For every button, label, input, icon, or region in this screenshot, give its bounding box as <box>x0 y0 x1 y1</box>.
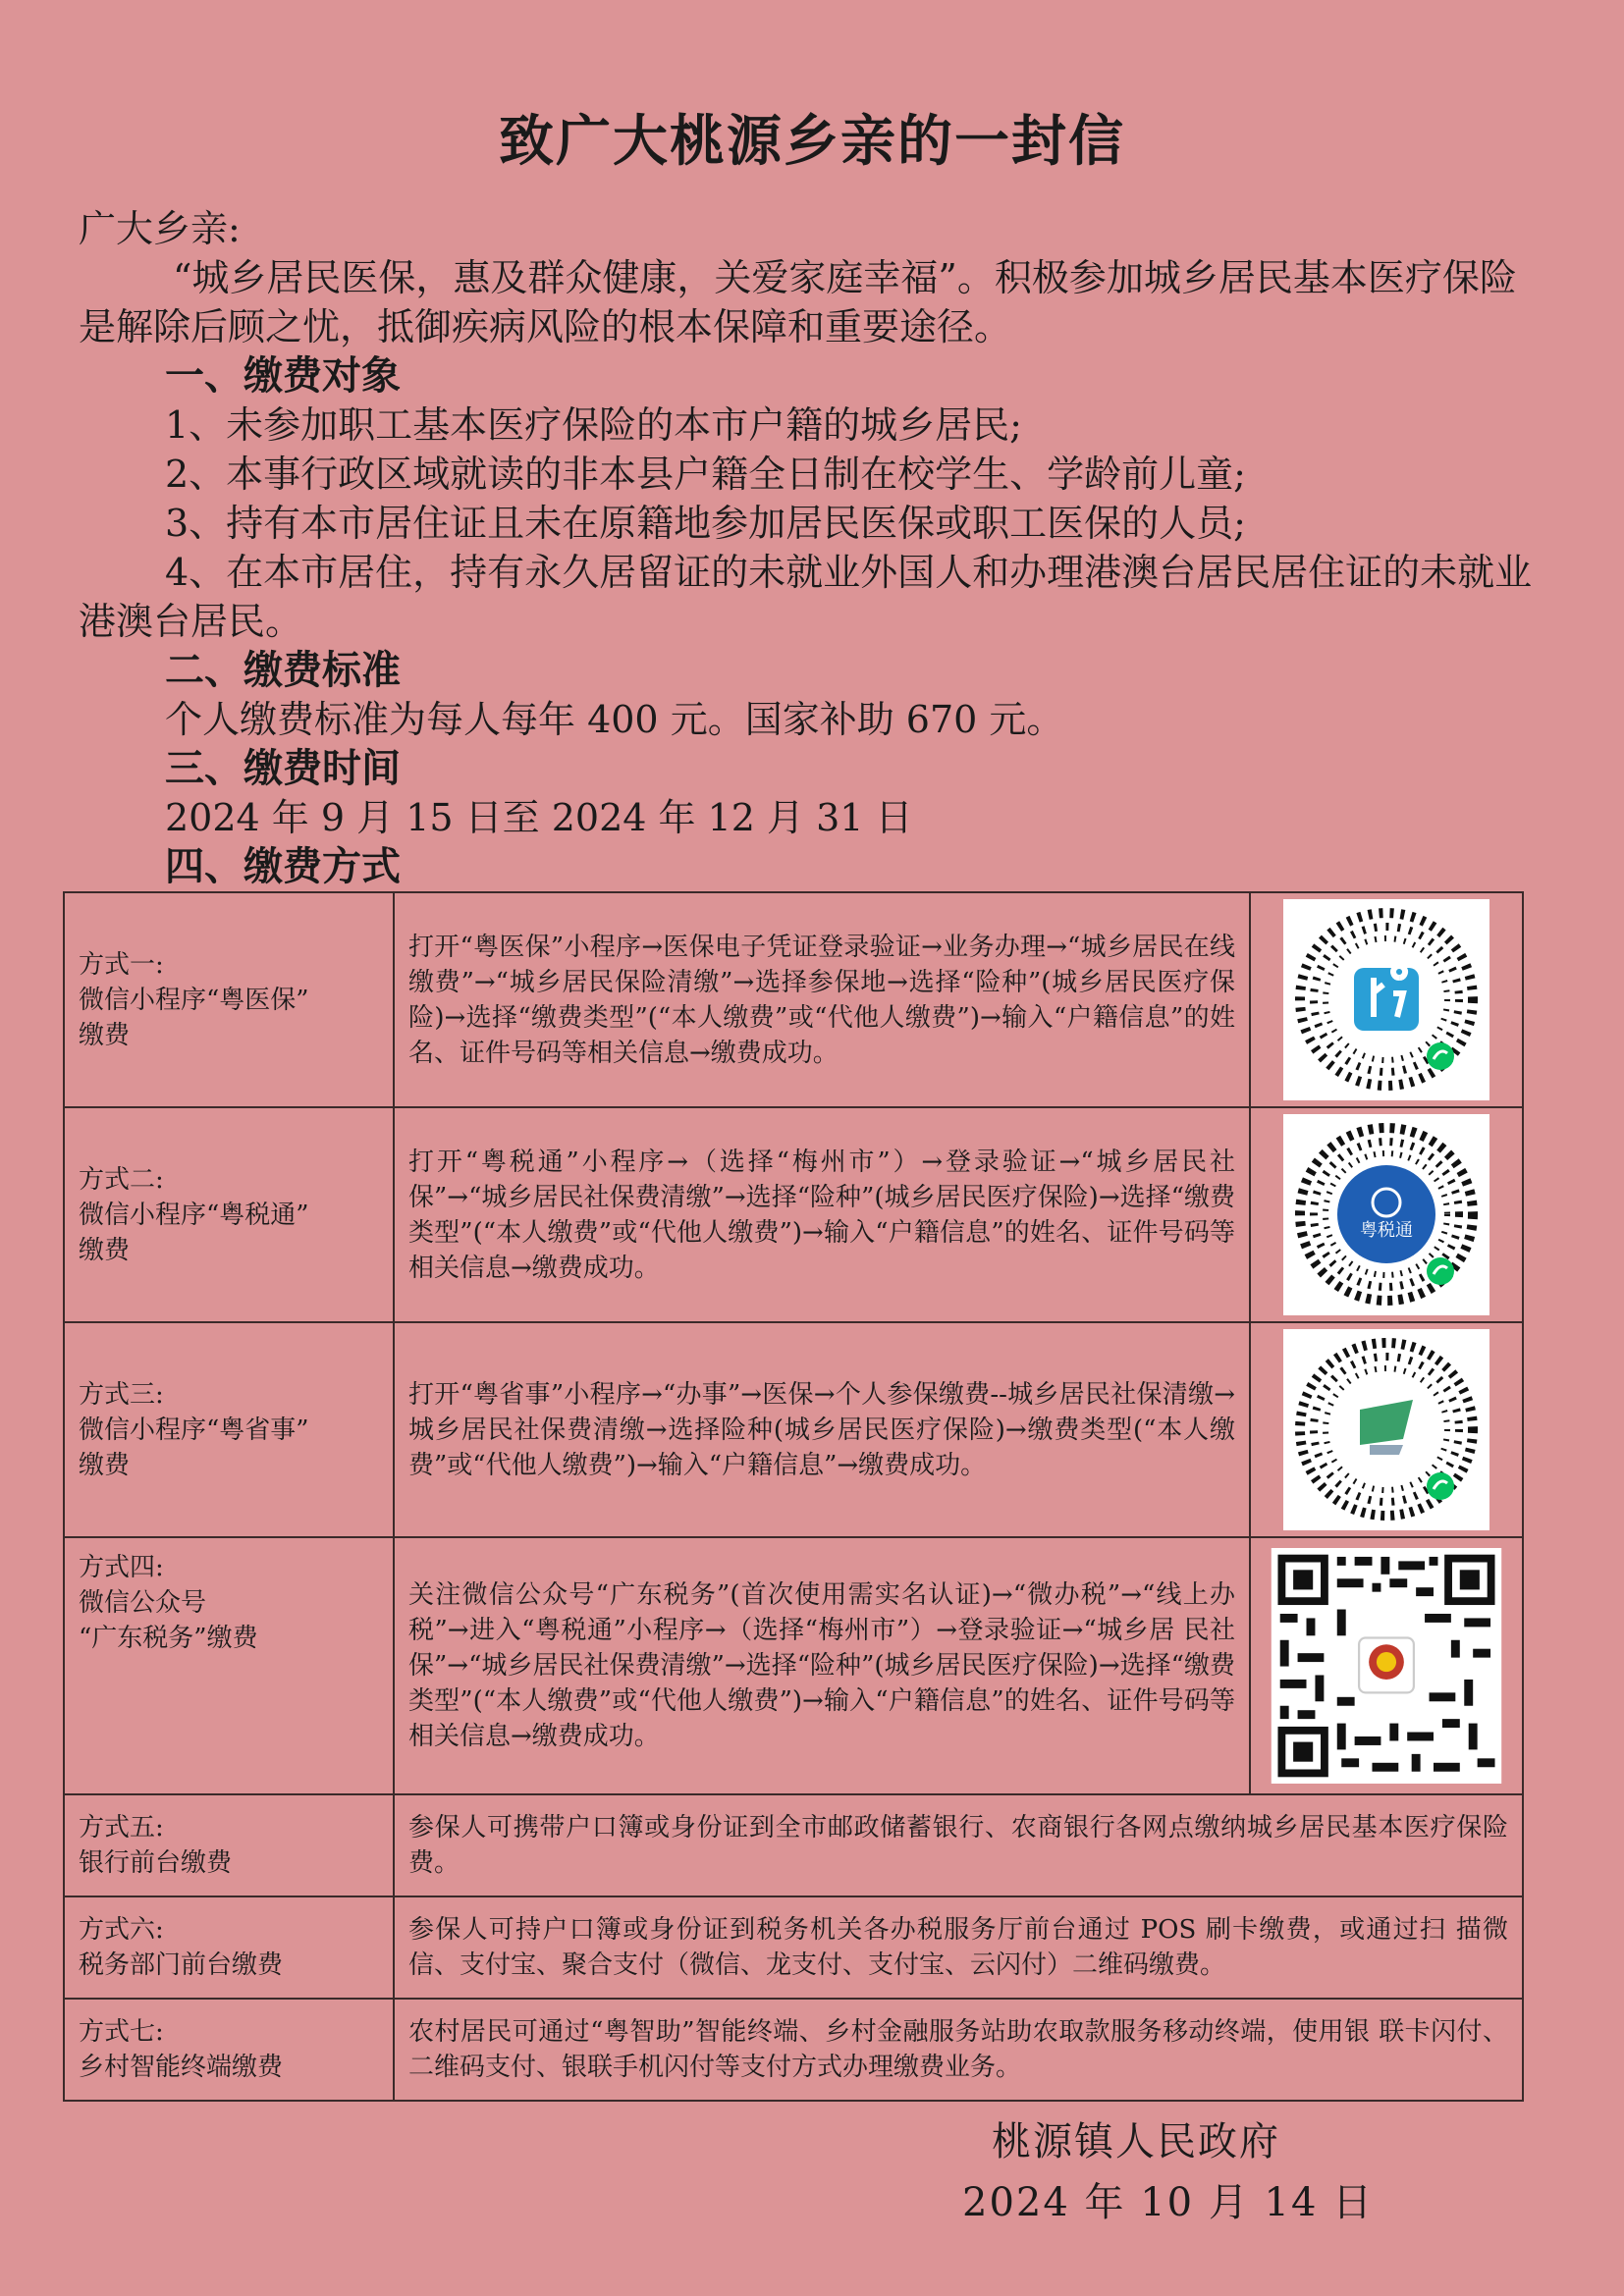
method-label-line: 乡村智能终端缴费 <box>79 2053 284 2082</box>
guangdong-tax-qr-code[interactable] <box>1267 1548 1506 1784</box>
method-label-cell <box>64 1794 394 1896</box>
method-label-cell <box>64 1107 394 1322</box>
qr-cell <box>1250 1322 1523 1537</box>
table-row <box>64 1794 1523 1896</box>
mini-program-icon <box>1427 1257 1454 1285</box>
method-label-line: 方式三: <box>79 1379 164 1410</box>
tax-emblem-icon <box>1337 1165 1435 1263</box>
method-label-line: 微信小程序“粤税通” <box>79 1200 309 1230</box>
letter-body <box>79 204 1536 891</box>
table-row <box>64 1896 1523 1999</box>
method-label-line: 方式一: <box>79 949 164 980</box>
payment-methods-table <box>63 891 1524 2102</box>
mini-program-icon <box>1427 1042 1454 1070</box>
qr-cell <box>1250 1537 1523 1794</box>
table-row <box>64 1999 1523 2101</box>
method-label-cell <box>64 892 394 1107</box>
section2-text: 个人缴费标准为每人每年 400 元。国家补助 670 元。 <box>165 698 1064 741</box>
table-row <box>64 1537 1523 1794</box>
method-label-line: 微信小程序“粤省事” <box>79 1415 309 1445</box>
method-label-line: 方式六: <box>79 1915 164 1945</box>
table-row <box>64 1107 1523 1322</box>
method-label-line: 缴费 <box>79 1235 131 1265</box>
intro-paragraph: “城乡居民医保，惠及群众健康，关爱家庭幸福”。积极参加城乡居民基本医疗保险是解除后顾之忧，抵御疾病风险的根本保障和重要途径。 <box>79 256 1517 348</box>
signature-org: 桃源镇人民政府 <box>992 2119 1280 2164</box>
section1-item: 4、在本市居住，持有永久居留证的未就业外国人和办理港澳台居民居住证的未就业港澳台居民。 <box>79 551 1533 643</box>
method-label-cell <box>64 1537 394 1794</box>
yue-yibao-qr-code[interactable] <box>1283 899 1489 1100</box>
method-label-line: 方式二: <box>79 1164 164 1195</box>
yue-shuitong-qr-code[interactable] <box>1283 1114 1489 1315</box>
method-desc-cell: 参保人可携带户口簿或身份证到全市邮政储蓄银行、农商银行各网点缴纳城乡居民基本医疗保险费。 <box>394 1794 1523 1896</box>
method-label-cell <box>64 1896 394 1999</box>
method-label-line: 方式五: <box>79 1813 164 1842</box>
method-label-line: 方式七: <box>79 2017 164 2047</box>
qr-cell <box>1250 892 1523 1107</box>
section4-heading: 四、缴费方式 <box>165 843 401 889</box>
qr-cell <box>1250 1107 1523 1322</box>
method-label-line: 方式四: <box>79 1553 164 1582</box>
section1-item: 3、持有本市居住证且未在原籍地参加居民医保或职工医保的人员; <box>165 502 1246 545</box>
section1-heading: 一、缴费对象 <box>165 352 401 399</box>
method-desc-cell: 打开“粤医保”小程序→医保电子凭证登录验证→业务办理→“城乡居民在线缴费”→“城乡居民保险清缴”→选择参保地→选择“险种”(城乡居民医疗保险)→选择“缴费类型”(“本人缴费”或“代他人缴费”)→输入“户籍信息”的姓名、证件号码等相关信息→缴费成功。 <box>394 892 1250 1107</box>
method-desc-cell: 打开“粤税通”小程序→（选择“梅州市”）→登录验证→“城乡居民社保”→“城乡居民社保费清缴”→选择“险种”(城乡居民医疗保险)→选择“缴费类型”(“本人缴费”或“代他人缴费”)→输入“户籍信息”的姓名、证件号码等相关信息→缴费成功。 <box>394 1107 1250 1322</box>
method-label-line: 微信公众号 <box>79 1588 207 1618</box>
method-label-line: 缴费 <box>79 1020 131 1050</box>
method-label-line: 缴费 <box>79 1450 131 1480</box>
method-label-line: 税务部门前台缴费 <box>79 1950 284 1980</box>
mini-program-icon <box>1427 1472 1454 1500</box>
method-desc-cell: 农村居民可通过“粤智助”智能终端、乡村金融服务站助农取款服务移动终端，使用银 联卡闪付、二维码支付、银联手机闪付等支付方式办理缴费业务。 <box>394 1999 1523 2101</box>
letter-title: 致广大桃源乡亲的一封信 <box>499 109 1125 174</box>
section3-heading: 三、缴费时间 <box>165 745 401 791</box>
method-label-cell <box>64 1322 394 1537</box>
greeting: 广大乡亲: <box>79 207 241 250</box>
signature-date: 2024 年 10 月 14 日 <box>962 2180 1375 2225</box>
yue-yibao-logo-icon <box>1354 968 1419 1031</box>
table-row <box>64 1322 1523 1537</box>
method-desc-cell: 关注微信公众号“广东税务”(首次使用需实名认证)→“微办税”→“线上办税”→进入“粤税通”小程序→（选择“梅州市”）→登录验证→“城乡居 民社保”→“城乡居民社保费清缴”→选择“险种”(城乡居民医疗保险)→选择“缴费类型”(“本人缴费”或“代他人缴费”)→输入“户籍信息”的姓名、证件号码等相关信息→缴费成功。 <box>394 1537 1250 1794</box>
method-label-line: “广东税务”缴费 <box>79 1624 258 1653</box>
section2-heading: 二、缴费标准 <box>165 647 401 693</box>
section1-item: 1、未参加职工基本医疗保险的本市户籍的城乡居民; <box>165 403 1022 447</box>
method-label-line: 微信小程序“粤医保” <box>79 985 309 1015</box>
table-row <box>64 892 1523 1107</box>
yue-shengshi-qr-code[interactable] <box>1283 1329 1489 1530</box>
section3-text: 2024 年 9 月 15 日至 2024 年 12 月 31 日 <box>165 796 913 839</box>
method-desc-cell: 参保人可持户口簿或身份证到税务机关各办税服务厅前台通过 POS 刷卡缴费，或通过扫 描微信、支付宝、聚合支付（微信、龙支付、支付宝、云闪付）二维码缴费。 <box>394 1896 1523 1999</box>
method-desc-cell: 打开“粤省事”小程序→“办事”→医保→个人参保缴费--城乡居民社保清缴→城乡居民社保费清缴→选择险种(城乡居民医疗保险)→缴费类型(“本人缴费”或“代他人缴费”)→输入“户籍信息”→缴费成功。 <box>394 1322 1250 1537</box>
method-label-line: 银行前台缴费 <box>79 1848 233 1878</box>
section1-item: 2、本事行政区域就读的非本县户籍全日制在校学生、学龄前儿童; <box>165 453 1246 496</box>
method-label-cell <box>64 1999 394 2101</box>
qr-logo-text: 粤税通 <box>1360 1220 1413 1241</box>
